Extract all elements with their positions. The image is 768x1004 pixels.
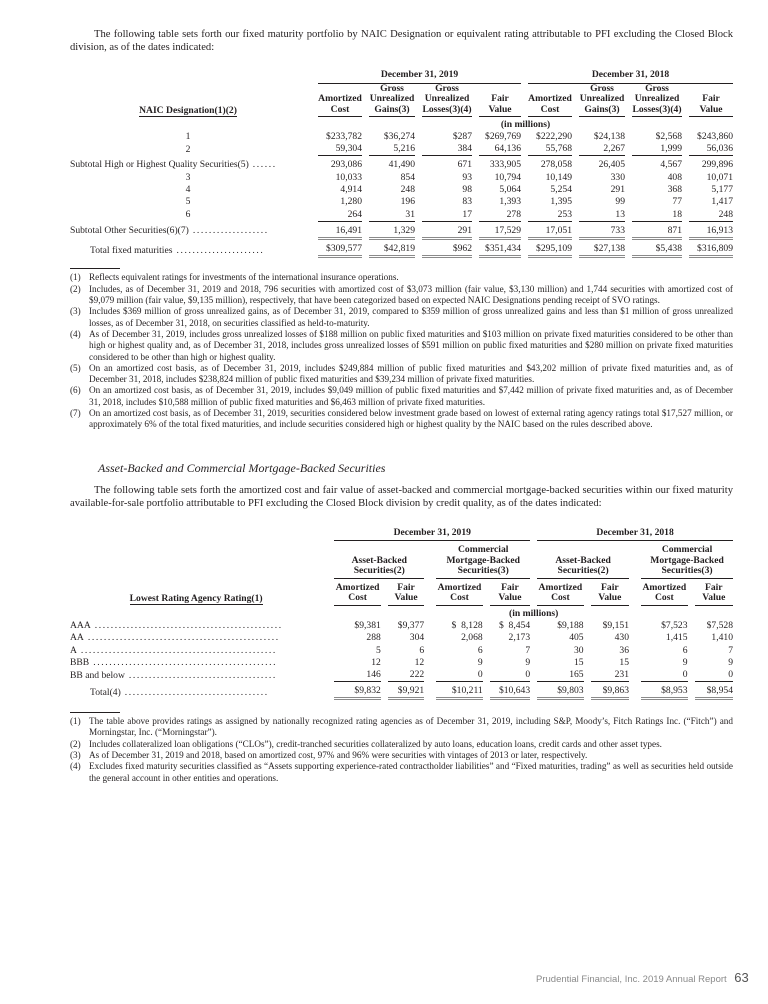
footnote: (3) Includes $369 million of gross unrealized gains, as of December 31, 2019, compared to $359 million of gross unrealized gains and less than $1 million of gross unrealized losses, as of December 31, 2018, on securities classified as held-to-maturity. xyxy=(70,306,733,328)
total-row: Total fixed maturities ...................... $309,577 $42,819 $962 $351,434 $295,109 $27,138 $5,438 $316,809 xyxy=(70,240,733,258)
table-row: AA ................................................ 288 304 2,068 2,173 405 430 1,415 1,410 xyxy=(70,632,733,644)
col-header-fair-value-2018: Fair Value xyxy=(689,84,733,118)
col-header-amortized-cost: Amortized Cost xyxy=(641,579,687,606)
table-row: 5 1,280 196 83 1,393 1,395 99 77 1,417 xyxy=(185,196,733,208)
table-row: 4 4,914 248 98 5,064 5,254 291 368 5,177 xyxy=(185,183,733,195)
col-header-losses-2018: Gross Unrealized Losses(3)(4) xyxy=(632,84,682,118)
footnote-divider xyxy=(70,712,120,713)
row-header: Lowest Rating Agency Rating(1) xyxy=(129,593,263,605)
footnote: (1) The table above provides ratings as assigned by nationally recognized rating agencies as of December 31, 2019, including S&P, Moody’s, Fitch Ratings Inc. (“Fitch”) and Morningstar, Inc. (“Morningstar”). xyxy=(70,716,733,738)
section-title: Asset-Backed and Commercial Mortgage-Backed Securities xyxy=(98,460,386,475)
table-row: A ................................................. 5 6 6 7 30 36 6 7 xyxy=(70,644,733,656)
table-row: 6 264 31 17 278 253 13 18 248 xyxy=(185,208,733,221)
period-header-2019: December 31, 2019 xyxy=(334,528,530,542)
table-row: BBB .............................................. 12 12 9 9 15 15 9 9 xyxy=(70,656,733,668)
footnote: (4) Excludes fixed maturity securities classified as “Assets supporting experience-rated contractholder liabilities” and “Fixed maturities, trading” as well as securities held outside the general account in other entities and operations. xyxy=(70,761,733,783)
col-header-amortized-cost-2019: Amortized Cost xyxy=(318,84,362,118)
footnote: (4) As of December 31, 2019, includes gross unrealized losses of $188 million on public fixed maturities and $103 million on private fixed maturities considered to be other than high or highest quality and, as of December 31, 2018, includes gross unrealized losses of $591 million on public fixed maturities and $280 million on private fixed maturities considered to be other than high or highest quality. xyxy=(70,328,733,362)
footnote: (3) As of December 31, 2019 and 2018, based on amortized cost, 97% and 96% were securities with vintages of 2013 or later, respectively. xyxy=(70,750,588,761)
subtotal-row: Subtotal High or Highest Quality Securities(5) ...... 293,086 41,490 671 333,905 278,058 26,405 4,567 299,896 xyxy=(70,159,733,171)
footnote: (6) On an amortized cost basis, as of December 31, 2019, includes $9,049 million of public fixed maturities and $7,442 million of private fixed maturities and, as of December 31, 2018, includes $10,588 million of public fixed maturities and $6,463 million of private fixed maturities. xyxy=(70,385,733,407)
units-label: (in millions) xyxy=(509,607,559,619)
footnote: (5) On an amortized cost basis, as of December 31, 2019, includes $249,884 million of public fixed maturities and $43,202 million of private fixed maturities and, as of December 31, 2018, includes $238,824 million of public fixed maturities and $39,234 million of private fixed maturities. xyxy=(70,362,733,385)
col-header-gains-2019: Gross Unrealized Gains(3) xyxy=(369,84,415,118)
col-header-amortized-cost: Amortized Cost xyxy=(334,579,380,606)
footnote-divider xyxy=(70,268,120,269)
table-row: BB and below ..................................... 146 222 0 0 165 231 0 0 xyxy=(70,669,733,681)
col-header-fair-value: Fair Value xyxy=(695,579,733,606)
table1-footnotes xyxy=(70,272,733,430)
col-header-amortized-cost-2018: Amortized Cost xyxy=(528,84,572,118)
footnote: (7) On an amortized cost basis, as of December 31, 2019, securities considered below investment grade based on lowest of external rating agency ratings total $17,527 million, or approximately 6% of the total fixed maturities, and include securities considered high or highest quality by the NAIC based on the rules described above. xyxy=(70,408,733,430)
subtotal-row: Subtotal Other Securities(6)(7) ................... 16,491 1,329 291 17,529 17,051 733 871 16,913 xyxy=(70,224,733,236)
col-header-amortized-cost: Amortized Cost xyxy=(537,579,583,606)
period-header-2018: December 31, 2018 xyxy=(528,70,733,84)
footnote: (1) Reflects equivalent ratings for investments of the international insurance operations. xyxy=(70,272,399,283)
group-header-abs-2019: Asset-Backed Securities(2) xyxy=(334,541,424,579)
group-header-abs-2018: Asset-Backed Securities(2) xyxy=(537,541,629,579)
section-paragraph: The following table sets forth the amortized cost and fair value of asset-backed and commercial mortgage-backed securities within our fixed maturity available-for-sale portfolio attributable to PFI excluding the Closed Block division by credit quality, as of the dates indicated: xyxy=(70,484,733,509)
page-footer xyxy=(536,970,749,986)
document-page xyxy=(70,28,733,784)
period-header-2018: December 31, 2018 xyxy=(537,528,733,542)
footnote: (2) Includes collateralized loan obligations (“CLOs”), credit-tranched securities collateralized by auto loans, education loans, credit cards and other asset types. xyxy=(70,738,662,749)
col-header-fair-value: Fair Value xyxy=(591,579,629,606)
col-header-fair-value: Fair Value xyxy=(388,579,424,606)
col-header-fair-value-2019: Fair Value xyxy=(479,84,521,118)
group-header-cmbs-2019: Commercial Mortgage-Backed Securities(3) xyxy=(436,541,530,579)
footer-report-title: Prudential Financial, Inc. 2019 Annual Report xyxy=(536,974,727,985)
table2-footnotes xyxy=(70,716,733,784)
period-header-2019: December 31, 2019 xyxy=(318,70,521,84)
table-row: 3 10,033 854 93 10,794 10,149 330 408 10,071 xyxy=(185,171,733,183)
group-header-cmbs-2018: Commercial Mortgage-Backed Securities(3) xyxy=(641,541,733,579)
footnote: (2) Includes, as of December 31, 2019 and 2018, 796 securities with amortized cost of $3,073 million (fair value, $3,130 million) and 1,744 securities with amortized cost of $9,079 million (fair value, $9,135 million), respectively, that have been categorized based on expected NAIC Designations pending receipt of SVO ratings. xyxy=(70,283,733,306)
intro-paragraph: The following table sets forth our fixed maturity portfolio by NAIC Designation or equivalent rating attributable to PFI excluding the Closed Block division, as of the dates indicated: xyxy=(70,29,733,53)
table-row: 1 $233,782 $36,274 $287 $269,769 $222,290 $24,138 $2,568 $243,860 xyxy=(185,131,733,143)
row-header: NAIC Designation(1)(2) xyxy=(139,104,237,116)
page-number: 63 xyxy=(734,970,749,985)
abs-cmbs-rating-table xyxy=(70,528,733,701)
col-header-amortized-cost: Amortized Cost xyxy=(436,579,482,606)
table-row: AAA ............................................... $9,381 $9,377 $ 8,128 $ 8,454 $9,188 $9,151 $7,523 $7,528 xyxy=(70,619,733,631)
col-header-gains-2018: Gross Unrealized Gains(3) xyxy=(579,84,625,118)
col-header-fair-value: Fair Value xyxy=(490,579,530,606)
table-row: 2 59,304 5,216 384 64,136 55,768 2,267 1,999 56,036 xyxy=(185,143,733,155)
naic-designation-table xyxy=(70,70,733,258)
total-row: Total(4) .................................... $9,832 $9,921 $10,211 $10,643 $9,803 $9,863 $8,953 $8,954 xyxy=(70,682,733,700)
col-header-losses-2019: Gross Unrealized Losses(3)(4) xyxy=(422,84,472,118)
units-label: (in millions) xyxy=(500,119,551,130)
